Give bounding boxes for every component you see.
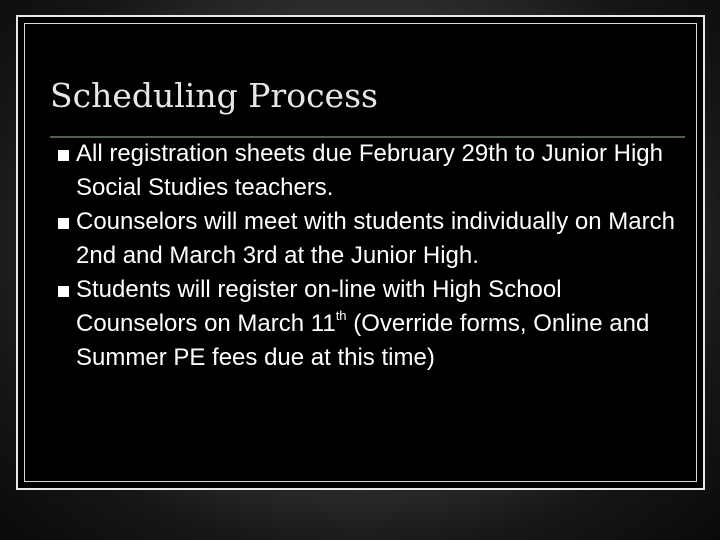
square-bullet-icon — [58, 218, 69, 229]
square-bullet-icon — [58, 286, 69, 297]
ordinal-superscript: th — [335, 308, 347, 323]
bullet-text: Counselors will meet with students individually on March 2nd and March 3rd at the Junior High. — [76, 208, 675, 269]
bullet-item-registration-sheets — [58, 137, 688, 205]
bullet-text: All registration sheets due February 29th to Junior High Social Studies teachers. — [76, 140, 663, 201]
square-bullet-icon — [58, 150, 69, 161]
bullet-text-before: Students will register on-line with High School Counselors on March 11 — [76, 276, 562, 337]
bullet-item-counselors-meet — [58, 205, 688, 273]
slide-title: Scheduling Process — [50, 76, 378, 115]
bullet-text — [76, 276, 649, 371]
bullet-list — [58, 137, 688, 375]
bullet-text-after: (Override forms, Online and Summer PE fees due at this time) — [76, 310, 650, 371]
bullet-item-register-online — [58, 273, 688, 375]
